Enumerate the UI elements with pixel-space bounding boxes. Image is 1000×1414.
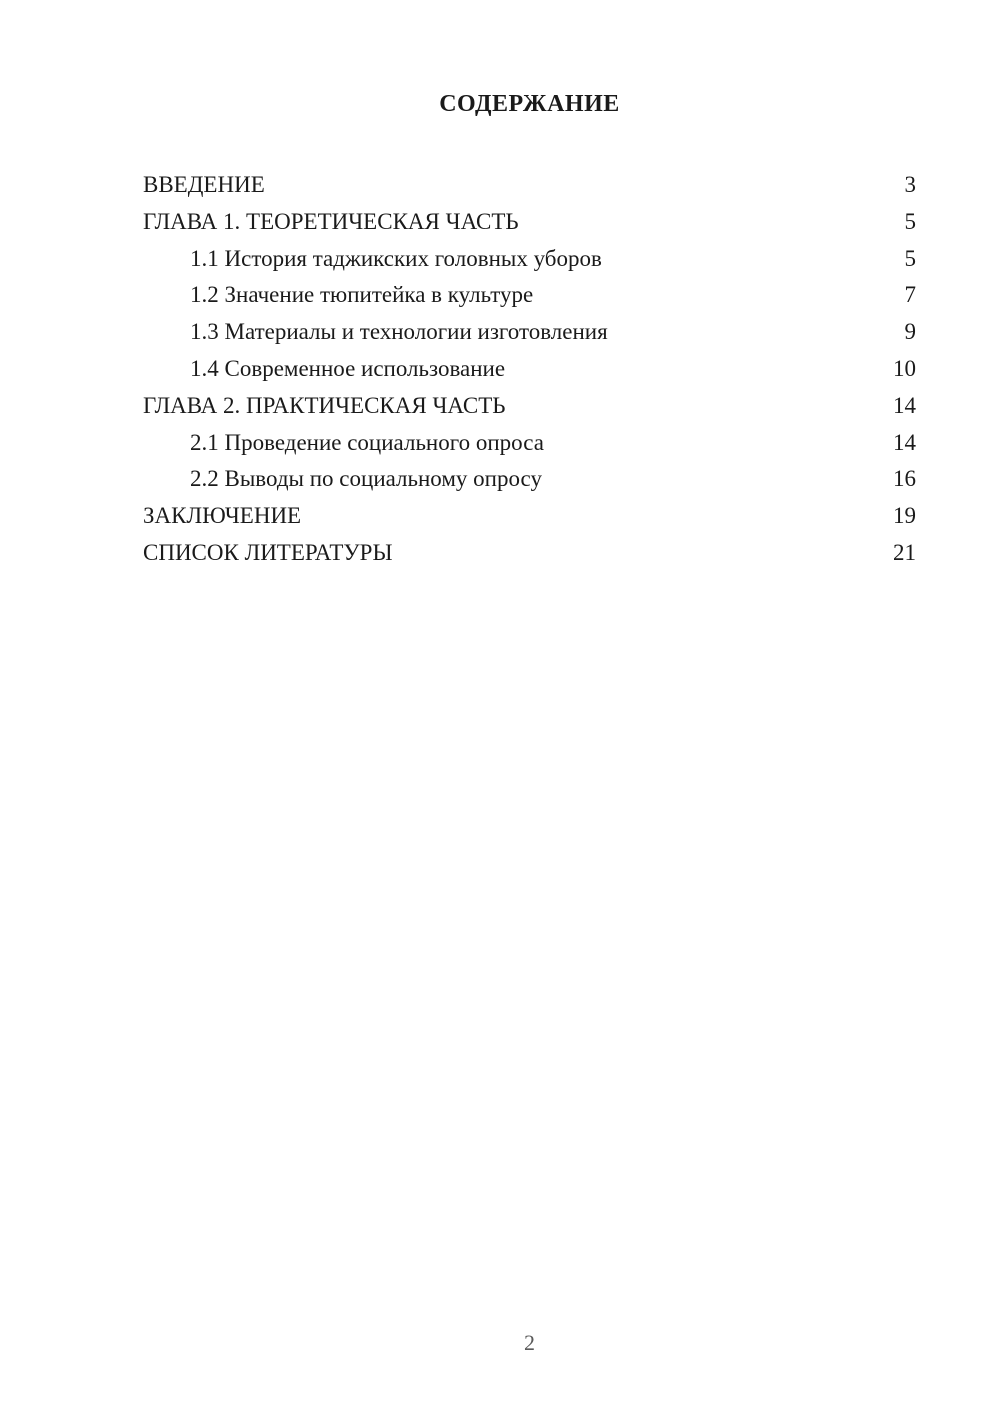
- toc-entry: [143, 314, 916, 351]
- toc-entry-page-number: 14: [893, 392, 916, 418]
- toc-entry-page-number: 19: [893, 503, 916, 529]
- toc-entry-label: ГЛАВА 1. ТЕОРЕТИЧЕСКАЯ ЧАСТЬ: [143, 208, 519, 234]
- toc-entry-page-number: 3: [904, 172, 916, 197]
- toc-entry: [143, 241, 916, 278]
- toc-entry-label: СПИСОК ЛИТЕРАТУРЫ: [143, 539, 393, 565]
- toc-entry: [143, 351, 916, 388]
- toc-entry-label: 1.4 Современное использование: [190, 355, 506, 381]
- toc-entry-page-number: 14: [893, 429, 916, 455]
- toc-entry-label: ВВЕДЕНИЕ: [143, 172, 265, 197]
- toc-entry-page-number: 10: [893, 355, 916, 381]
- toc-entry-page-number: 5: [904, 245, 916, 271]
- toc-entry-label: 2.2 Выводы по социальному опросу: [190, 466, 542, 492]
- toc-entry-label: 1.1 История таджикских головных уборов: [190, 245, 602, 271]
- toc-entry: [143, 204, 916, 241]
- toc-entry-label: ГЛАВА 2. ПРАКТИЧЕСКАЯ ЧАСТЬ: [143, 392, 506, 418]
- toc-entry: [143, 425, 916, 462]
- toc-entry: [143, 388, 916, 425]
- toc-entry: [143, 498, 916, 535]
- toc-entry-page-number: 21: [893, 539, 916, 565]
- page-title: СОДЕРЖАНИЕ: [439, 91, 620, 117]
- toc-entry-label: 2.1 Проведение социального опроса: [190, 429, 544, 455]
- toc-entry-page-number: 5: [904, 208, 916, 234]
- toc-entry: [143, 461, 916, 498]
- toc-entry: [143, 535, 916, 572]
- toc-entry: [143, 167, 916, 204]
- table-of-contents: [143, 167, 916, 572]
- toc-entry-label: ЗАКЛЮЧЕНИЕ: [143, 503, 302, 529]
- toc-entry: [143, 277, 916, 314]
- toc-entry-page-number: 16: [893, 466, 916, 492]
- toc-entry-page-number: 9: [904, 319, 916, 345]
- toc-entry-label: 1.2 Значение тюпитейка в культуре: [190, 282, 534, 308]
- toc-entry-page-number: 7: [904, 282, 916, 308]
- toc-entry-label: 1.3 Материалы и технологии изготовления: [190, 319, 608, 345]
- footer-page-number: 2: [524, 1330, 535, 1355]
